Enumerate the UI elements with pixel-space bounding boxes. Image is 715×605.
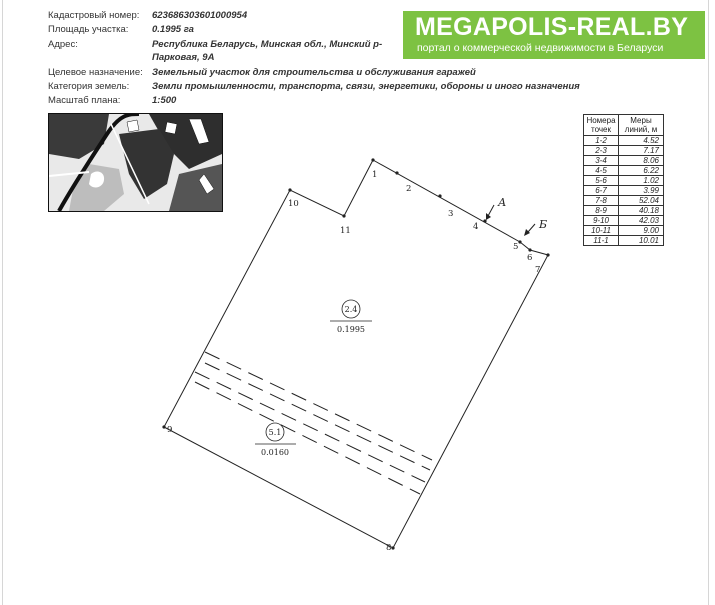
point-label-8: 8: [386, 543, 392, 553]
section-b-line: [528, 224, 535, 232]
info-label: Масштаб плана:: [48, 95, 121, 106]
length-cell: 10.01: [619, 236, 664, 246]
section-b-label: Б: [539, 218, 548, 231]
utility-strip-lines: [195, 352, 432, 494]
point-label-11: 11: [340, 226, 351, 236]
segment-cell: 11-1: [584, 236, 619, 246]
measures-header-lengths: Меры линий, м: [619, 115, 664, 136]
length-cell: 3.99: [619, 186, 664, 196]
parcel-boundary: [164, 160, 548, 548]
segment-cell: 7-8: [584, 196, 619, 206]
segment-cell: 4-5: [584, 166, 619, 176]
point-label-6: 6: [527, 253, 533, 263]
info-value-cont: Парковая, 9А: [152, 52, 215, 63]
point-label-1: 1: [372, 170, 378, 180]
info-value: 623686303601000954: [152, 10, 248, 21]
segment-cell: 5-6: [584, 176, 619, 186]
banner-title: MEGAPOLIS-REAL.BY: [415, 13, 689, 41]
info-value: 1:500: [152, 95, 177, 106]
length-cell: 6.22: [619, 166, 664, 176]
segment-cell: 3-4: [584, 156, 619, 166]
zone-main-id: 2.4: [344, 305, 358, 314]
segment-cell: 6-7: [584, 186, 619, 196]
segment-cell: 8-9: [584, 206, 619, 216]
point-label-7: 7: [535, 265, 541, 275]
info-label: Целевое назначение:: [48, 67, 143, 78]
section-a-label: А: [498, 196, 507, 209]
length-cell: 4.52: [619, 136, 664, 146]
point-label-4: 4: [473, 222, 479, 232]
length-cell: 40.18: [619, 206, 664, 216]
point-label-5: 5: [513, 242, 519, 252]
segment-cell: 10-11: [584, 226, 619, 236]
segment-cell: 1-2: [584, 136, 619, 146]
zone-main-area: 0.1995: [337, 325, 365, 334]
section-a-line: [488, 205, 494, 216]
info-value: 0.1995 га: [152, 24, 194, 35]
zone-strip-id: 5.1: [268, 428, 282, 437]
segment-cell: 9-10: [584, 216, 619, 226]
info-label: Площадь участка:: [48, 24, 129, 35]
info-value: Земли промышленности, транспорта, связи, энергетики, обороны и иного назначения: [152, 81, 580, 92]
info-label: Категория земель:: [48, 81, 130, 92]
length-cell: 7.17: [619, 146, 664, 156]
point-label-3: 3: [448, 209, 454, 219]
length-cell: 52.04: [619, 196, 664, 206]
info-value: Земельный участок для строительства и обслуживания гаражей: [152, 67, 476, 78]
length-cell: 1.02: [619, 176, 664, 186]
point-label-2: 2: [406, 184, 412, 194]
info-label: Кадастровый номер:: [48, 10, 140, 21]
measures-header-points: Номера точек: [584, 115, 619, 136]
vertex-markers: [162, 158, 549, 549]
banner-subtitle: портал о коммерческой недвижимости в Беларуси: [417, 42, 664, 54]
info-label: Адрес:: [48, 39, 78, 50]
zone-strip-area: 0.0160: [261, 448, 289, 457]
point-label-9: 9: [167, 425, 173, 435]
point-label-10: 10: [288, 199, 299, 209]
segment-cell: 2-3: [584, 146, 619, 156]
info-value: Республика Беларусь, Минская обл., Минский р-: [152, 39, 383, 50]
length-cell: 8.06: [619, 156, 664, 166]
length-cell: 42.03: [619, 216, 664, 226]
length-cell: 9.00: [619, 226, 664, 236]
